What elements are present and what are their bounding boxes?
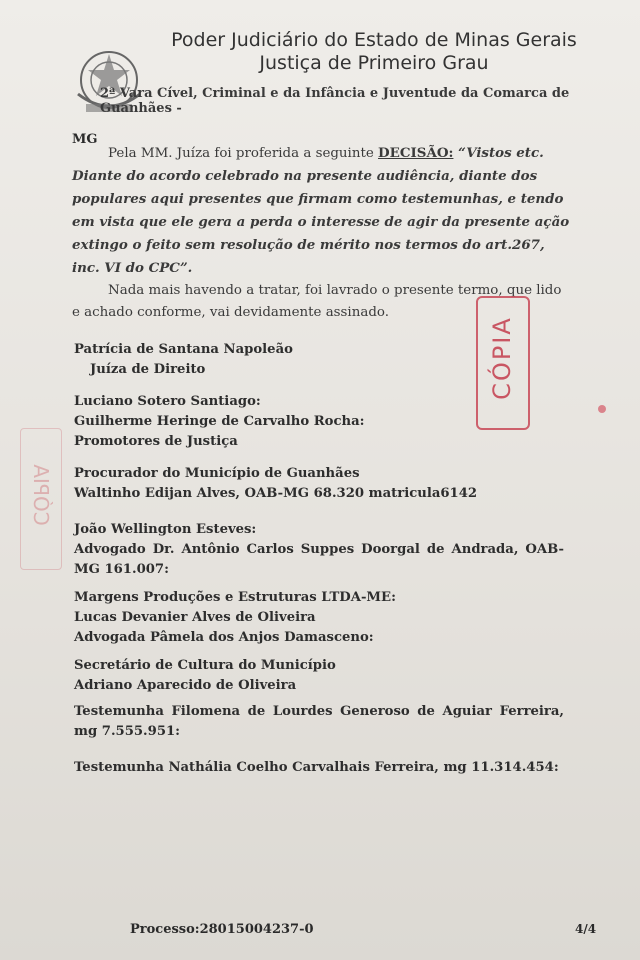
signatory-role: Promotores de Justiça [74, 434, 238, 449]
court-name: Poder Judiciário do Estado de Minas Gerais [171, 29, 577, 51]
signatory-company [74, 588, 564, 648]
signatory-name: Margens Produções e Estruturas LTDA-ME: [74, 590, 396, 605]
closing-paragraph: Nada mais havendo a tratar, foi lavrado o presente termo, que lido e achado conforme, vai devidamente assinado. [72, 283, 562, 320]
copy-stamp-text: CÓPIA [488, 316, 516, 400]
court-instance: Justiça de Primeiro Grau [259, 52, 489, 74]
signatory-name: Luciano Sotero Santiago: [74, 394, 261, 409]
signatory-procurador [74, 464, 564, 504]
signatory-role: Juíza de Direito [90, 362, 206, 377]
decision-keyword: DECISÃO: [378, 145, 454, 161]
signatory-name: Testemunha Nathália Coelho Carvalhais Ferreira, mg 11.314.454: [74, 760, 559, 775]
signatory-witness-1 [74, 702, 564, 742]
page-number: 4/4 [575, 922, 597, 936]
signatory-lawyer: Advogada Pâmela dos Anjos Damasceno: [74, 630, 374, 645]
decision-intro: Pela MM. Juíza foi proferida a seguinte [108, 146, 379, 161]
signatory-lawyer: Advogado Dr. Antônio Carlos Suppes Doorgal de Andrada, OAB-MG 161.007: [74, 542, 564, 577]
vara-line-continued: MG [72, 132, 98, 147]
signatory-secretary [74, 656, 564, 696]
signatory-name: Guilherme Heringe de Carvalho Rocha: [74, 414, 365, 429]
signatory-defendant [74, 520, 564, 580]
signatory-name: Patrícia de Santana Napoleão [74, 342, 293, 357]
signatory-witness-2 [74, 758, 564, 778]
signatory-name: João Wellington Esteves: [74, 522, 257, 537]
process-number: Processo:28015004237-0 [130, 922, 314, 937]
faded-copy-stamp [20, 428, 62, 570]
signatory-name: Adriano Aparecido de Oliveira [74, 678, 297, 693]
signatory-prosecutors [74, 392, 564, 452]
signatory-name: Testemunha Filomena de Lourdes Generoso de Aguiar Ferreira, mg 7.555.951: [74, 704, 564, 739]
signatory-role: Procurador do Município de Guanhães [74, 466, 360, 481]
signatory-name: Waltinho Edijan Alves, OAB-MG 68.320 matricula6142 [74, 486, 478, 501]
decision-text: “Vistos etc. Diante do acordo celebrado na presente audiência, diante dos populares aqui presentes que firmam como testemunhas, e tendo em vista que ele gera a perda o interesse de agir da presente ação extingo o feito sem resolução de mérito nos termos do art.267, inc. VI do CPC”. [72, 145, 570, 276]
faded-copy-stamp-text: CÓPIA [29, 464, 53, 526]
court-header [154, 28, 594, 74]
signatory-role: Secretário de Cultura do Município [74, 658, 336, 673]
decision-paragraph [72, 142, 572, 280]
signatory-judge [74, 340, 564, 380]
ink-mark [598, 405, 606, 413]
vara-line: 2ª Vara Cível, Criminal e da Infância e Juventude da Comarca de Guanhães - [100, 86, 570, 116]
signatory-name: Lucas Devanier Alves de Oliveira [74, 610, 316, 625]
